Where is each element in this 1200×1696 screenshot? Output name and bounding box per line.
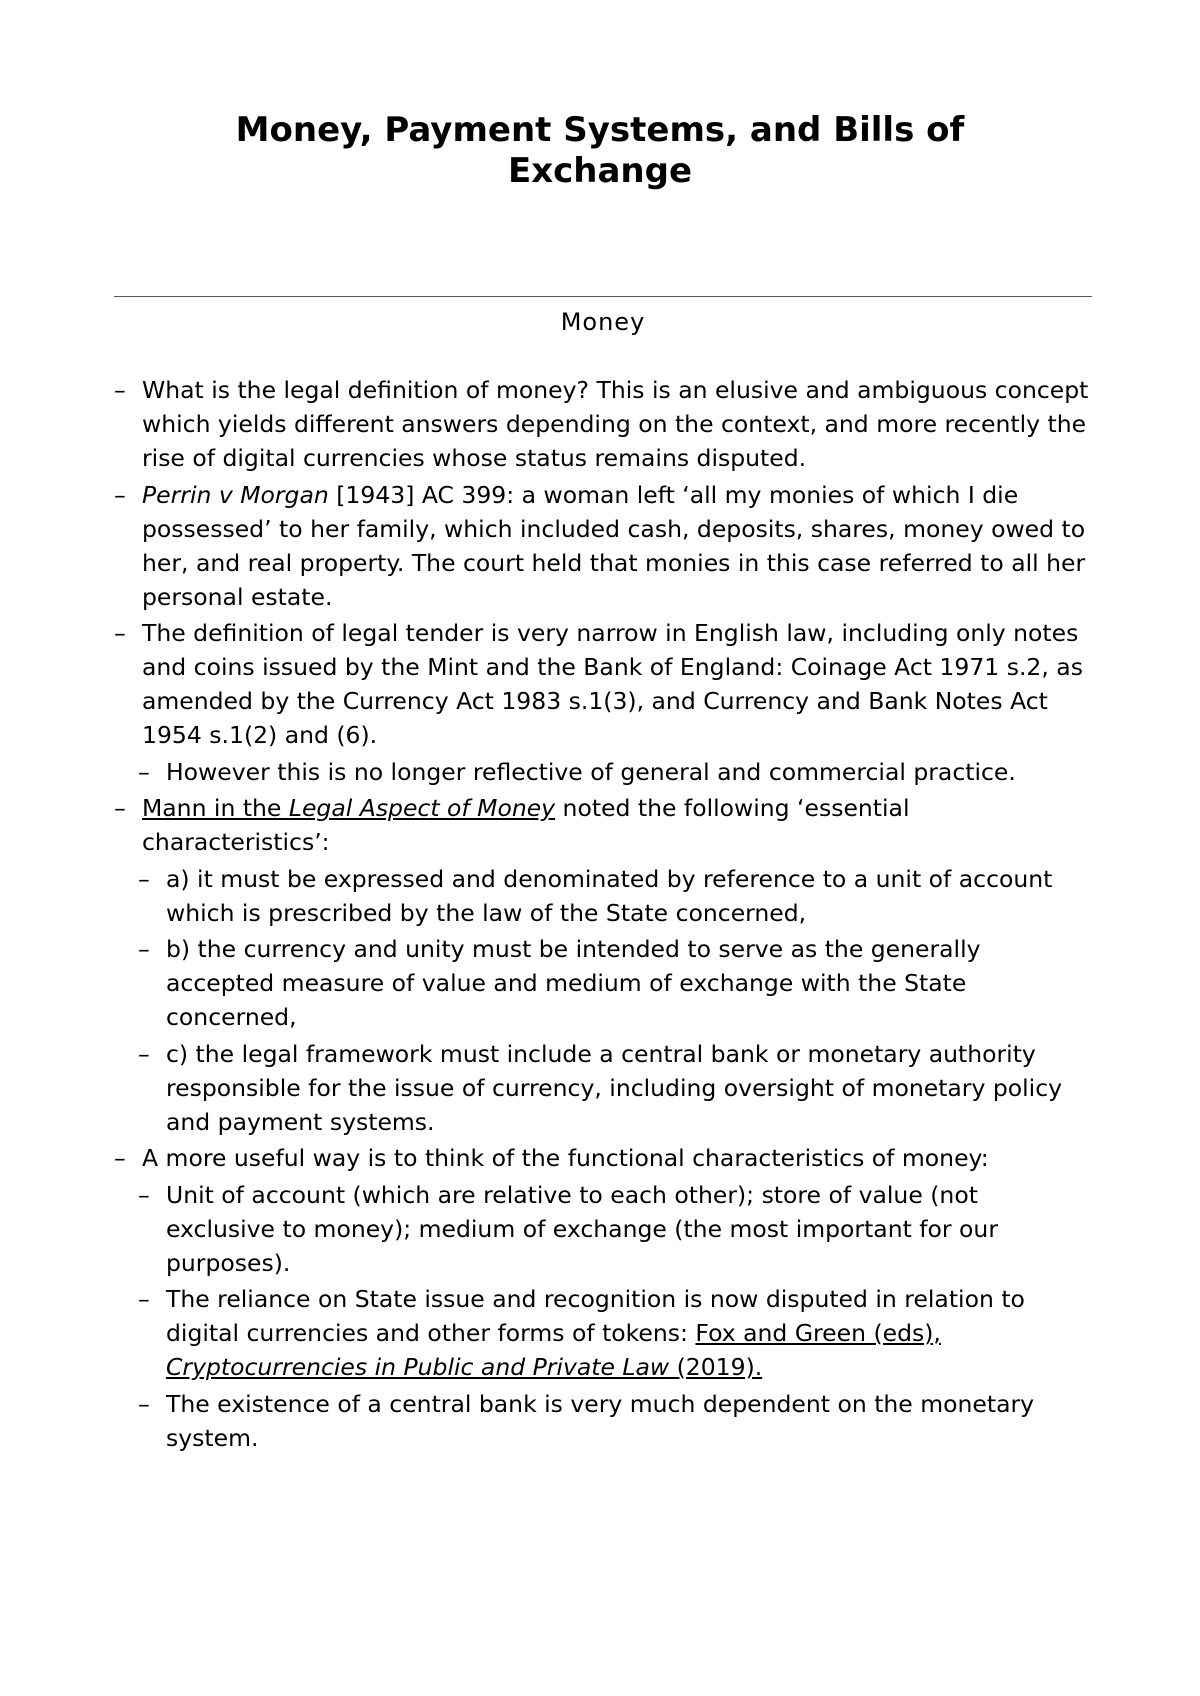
note-text: noted the following ‘essential characteristics’: [142, 794, 910, 856]
bullet-dash: – [138, 864, 150, 893]
notes-list [114, 373, 1092, 1457]
note-text: b) the currency and unity must be intended to serve as the generally accepted measure of value and medium of exchange with the State concerned, [166, 935, 981, 1031]
note-text: The existence of a central bank is very much dependent on the monetary system. [166, 1389, 1035, 1452]
case-name: Perrin v Morgan [142, 480, 329, 509]
note-text: a) it must be expressed and denominated by reference to a unit of account which is prescribed by the law of the State concerned, [166, 864, 1053, 927]
note-item [114, 478, 1092, 614]
note-item [114, 373, 1092, 475]
document-title [150, 110, 1050, 192]
document-title-line-1: Money, Payment Systems, and Bills of [235, 110, 965, 150]
document-title-line-2: Exchange [507, 151, 693, 191]
sub-note-item [114, 1178, 1092, 1280]
source-editors: Fox and Green (eds), [695, 1319, 941, 1347]
sub-note-item [114, 932, 1092, 1034]
sub-note-item [114, 755, 1092, 789]
bullet-dash: – [114, 794, 126, 822]
sub-note-item [114, 1282, 1092, 1384]
note-text: c) the legal framework must include a central bank or monetary authority responsible for the issue of currency, including oversight of monetary policy and payment systems. [166, 1039, 1063, 1136]
bullet-dash: – [114, 619, 126, 647]
note-text: However this is no longer reflective of general and commercial practice. [166, 757, 1016, 786]
section-heading: Money [560, 308, 646, 336]
bullet-dash: – [138, 1180, 150, 1209]
note-text: What is the legal definition of money? This is an elusive and ambiguous concept which yields different answers depending on the context, and more recently the rise of digital currencies whose status remains disputed. [142, 376, 1089, 472]
bullet-dash: – [114, 1144, 126, 1172]
bullet-dash: – [114, 480, 126, 509]
source-reference [142, 794, 555, 822]
note-text: The reliance on State issue and recognition is now disputed in relation to digital currencies and other forms of tokens: [166, 1285, 1025, 1347]
source-book-title: Cryptocurrencies in Public and Private Law [166, 1353, 670, 1381]
sub-note-item [114, 1387, 1092, 1455]
note-item [114, 791, 1092, 859]
sub-note-item [114, 862, 1092, 930]
note-text: Unit of account (which are relative to each other); store of value (not exclusive to money); medium of exchange (the most important for our purposes). [166, 1180, 998, 1277]
source-book-title: Legal Aspect of Money [288, 794, 556, 822]
source-year: (2019). [669, 1353, 763, 1381]
section-divider [114, 296, 1092, 297]
bullet-dash: – [138, 935, 150, 963]
bullet-dash: – [114, 376, 126, 404]
bullet-dash: – [138, 757, 150, 786]
bullet-dash: – [138, 1285, 150, 1313]
bullet-dash: – [138, 1389, 150, 1418]
note-text: The definition of legal tender is very narrow in English law, including only notes and coins issued by the Mint and the Bank of England: Coinage Act 1971 s.2, as amended by the Currency Act 1983 s.1(3), and Currency and Bank Notes Act 1954 s.1(2) and (6). [142, 619, 1083, 749]
sub-note-item [114, 1037, 1092, 1139]
note-text: A more useful way is to think of the functional characteristics of money: [142, 1144, 989, 1172]
source-author: Mann in the [142, 794, 289, 822]
note-text: [1943] AC 399: a woman left ‘all my monies of which I die possessed’ to her family, which included cash, deposits, shares, money owed to her, and real property. The court held that monies in this case referred to all her personal estate. [142, 480, 1086, 611]
bullet-dash: – [138, 1039, 150, 1068]
note-item [114, 1141, 1092, 1175]
note-item [114, 616, 1092, 752]
